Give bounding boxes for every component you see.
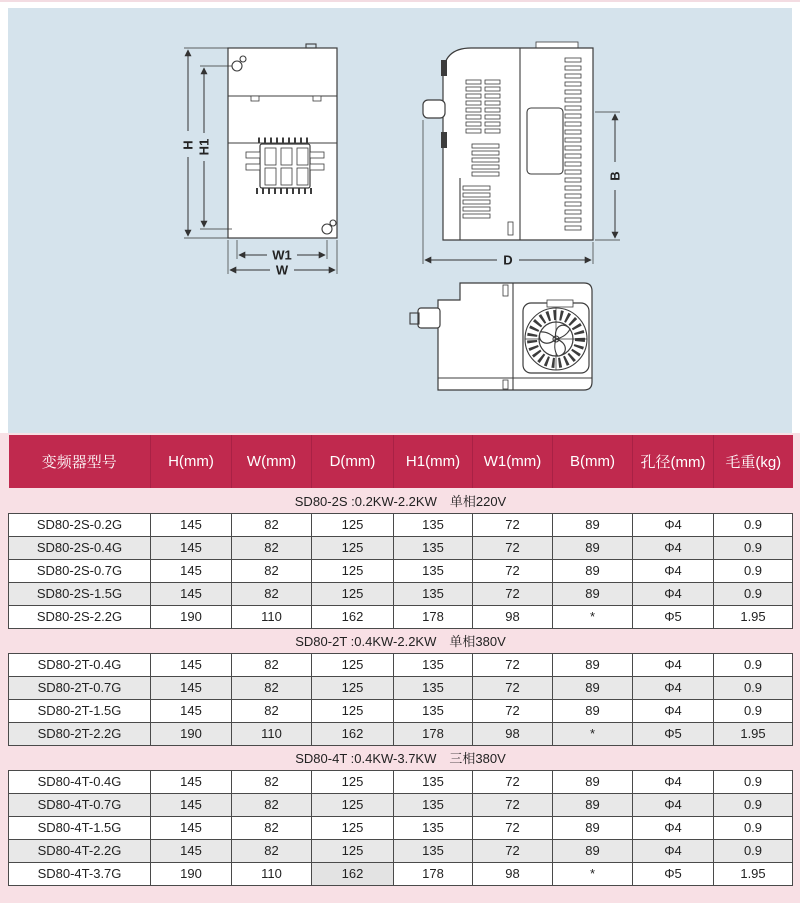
table-cell: Φ4: [633, 582, 714, 605]
table-row: [9, 559, 793, 582]
column-header: H(mm): [151, 435, 232, 488]
table-cell: 0.9: [714, 513, 793, 536]
table-cell: 125: [312, 793, 394, 816]
model-cell: SD80-2S-0.7G: [9, 559, 151, 582]
table-cell: 82: [232, 582, 312, 605]
table-cell: Φ5: [633, 722, 714, 745]
table-cell: 145: [151, 793, 232, 816]
table-cell: Φ4: [633, 559, 714, 582]
page-top-accent: [0, 0, 800, 2]
table-cell: 145: [151, 699, 232, 722]
table-cell: 0.9: [714, 839, 793, 862]
table-cell: 82: [232, 536, 312, 559]
table-cell: 89: [553, 699, 633, 722]
table-cell: 72: [473, 559, 553, 582]
table-cell: Φ5: [633, 605, 714, 628]
table-cell: 125: [312, 816, 394, 839]
table-cell: 145: [151, 582, 232, 605]
section-title: SD80-2S :0.2KW-2.2KW 单相220V: [9, 488, 793, 513]
model-cell: SD80-2S-1.5G: [9, 582, 151, 605]
model-cell: SD80-4T-0.7G: [9, 793, 151, 816]
table-cell: 135: [394, 793, 473, 816]
table-cell: 178: [394, 722, 473, 745]
table-cell: 0.9: [714, 793, 793, 816]
table-cell: 82: [232, 676, 312, 699]
table-cell: Φ4: [633, 653, 714, 676]
table-cell: 135: [394, 653, 473, 676]
table-cell: 0.9: [714, 536, 793, 559]
table-cell: 98: [473, 862, 553, 885]
table-cell: 190: [151, 862, 232, 885]
table-cell: Φ4: [633, 839, 714, 862]
table-cell: 72: [473, 816, 553, 839]
table-cell: 135: [394, 676, 473, 699]
model-cell: SD80-4T-2.2G: [9, 839, 151, 862]
section-band-row: [9, 745, 793, 770]
model-cell: SD80-2S-0.4G: [9, 536, 151, 559]
table-cell: 145: [151, 676, 232, 699]
table-cell: 82: [232, 513, 312, 536]
table-row: [9, 536, 793, 559]
table-cell: 145: [151, 559, 232, 582]
table-cell: 145: [151, 653, 232, 676]
table-cell: Φ5: [633, 862, 714, 885]
table-cell: 125: [312, 699, 394, 722]
table-cell: 72: [473, 699, 553, 722]
table-cell: Φ4: [633, 816, 714, 839]
table-cell: 178: [394, 605, 473, 628]
table-cell: 72: [473, 513, 553, 536]
table-cell: 72: [473, 653, 553, 676]
table-cell: Φ4: [633, 699, 714, 722]
table-header-row: [9, 435, 793, 488]
column-header: B(mm): [553, 435, 633, 488]
table-cell: 125: [312, 536, 394, 559]
dimension-drawings: [8, 8, 792, 433]
table-cell: 89: [553, 536, 633, 559]
table-cell: 145: [151, 513, 232, 536]
table-cell: *: [553, 862, 633, 885]
table-cell: 135: [394, 816, 473, 839]
table-cell: 82: [232, 839, 312, 862]
model-cell: SD80-2T-2.2G: [9, 722, 151, 745]
section-band-row: [9, 628, 793, 653]
table-cell: 0.9: [714, 816, 793, 839]
table-cell: 178: [394, 862, 473, 885]
model-cell: SD80-2T-1.5G: [9, 699, 151, 722]
table-cell: 135: [394, 536, 473, 559]
table-row: [9, 513, 793, 536]
table-cell: 0.9: [714, 699, 793, 722]
table-cell: 0.9: [714, 653, 793, 676]
table-cell: 162: [312, 605, 394, 628]
table-cell: 72: [473, 839, 553, 862]
table-cell: 135: [394, 582, 473, 605]
table-row: [9, 862, 793, 885]
table-cell: 145: [151, 770, 232, 793]
table-cell: 89: [553, 676, 633, 699]
table-row: [9, 676, 793, 699]
table-cell: Φ4: [633, 513, 714, 536]
technical-drawings-panel: [8, 8, 792, 433]
table-cell: 135: [394, 559, 473, 582]
table-cell: 125: [312, 513, 394, 536]
spec-table: [8, 435, 793, 886]
mounting-hook: [423, 100, 445, 118]
table-cell: 110: [232, 862, 312, 885]
table-row: [9, 816, 793, 839]
table-cell: 125: [312, 653, 394, 676]
bottom-view-drawing: [410, 283, 592, 390]
table-cell: 190: [151, 722, 232, 745]
table-cell: 72: [473, 770, 553, 793]
table-cell: *: [553, 722, 633, 745]
table-cell: Φ4: [633, 676, 714, 699]
table-cell: 135: [394, 770, 473, 793]
model-cell: SD80-4T-1.5G: [9, 816, 151, 839]
table-cell: 190: [151, 605, 232, 628]
table-row: [9, 605, 793, 628]
table-cell: 72: [473, 793, 553, 816]
model-cell: SD80-2T-0.7G: [9, 676, 151, 699]
column-header: H1(mm): [394, 435, 473, 488]
section-band-row: [9, 488, 793, 513]
table-cell: Φ4: [633, 536, 714, 559]
table-cell: 110: [232, 722, 312, 745]
table-cell: Φ4: [633, 793, 714, 816]
dim-label-d: D: [503, 252, 513, 268]
table-cell: 125: [312, 676, 394, 699]
table-cell: 162: [312, 722, 394, 745]
table-cell: 89: [553, 839, 633, 862]
table-cell: 89: [553, 582, 633, 605]
table-cell: 89: [553, 653, 633, 676]
table-cell: 89: [553, 513, 633, 536]
table-cell: 125: [312, 839, 394, 862]
side-view-drawing: [423, 42, 623, 268]
table-cell: 1.95: [714, 605, 793, 628]
table-cell: 145: [151, 816, 232, 839]
dim-label-w1: W1: [272, 247, 292, 263]
table-cell: 0.9: [714, 582, 793, 605]
table-cell: 89: [553, 816, 633, 839]
table-row: [9, 699, 793, 722]
table-cell: 125: [312, 770, 394, 793]
table-cell: 82: [232, 816, 312, 839]
table-cell: 135: [394, 839, 473, 862]
model-cell: SD80-4T-0.4G: [9, 770, 151, 793]
table-cell: 82: [232, 793, 312, 816]
section-title: SD80-4T :0.4KW-3.7KW 三相380V: [9, 745, 793, 770]
table-row: [9, 653, 793, 676]
table-cell: 1.95: [714, 862, 793, 885]
table-row: [9, 582, 793, 605]
table-cell: 0.9: [714, 676, 793, 699]
table-cell: 72: [473, 582, 553, 605]
table-cell: 162: [312, 862, 394, 885]
table-cell: 110: [232, 605, 312, 628]
table-cell: 135: [394, 513, 473, 536]
table-cell: 125: [312, 559, 394, 582]
front-view-drawing: [181, 44, 338, 278]
table-cell: 125: [312, 582, 394, 605]
table-cell: 72: [473, 676, 553, 699]
table-cell: 98: [473, 722, 553, 745]
table-cell: 82: [232, 770, 312, 793]
table-cell: 1.95: [714, 722, 793, 745]
dim-label-h: H: [180, 140, 196, 150]
model-cell: SD80-4T-3.7G: [9, 862, 151, 885]
table-cell: Φ4: [633, 770, 714, 793]
table-cell: 0.9: [714, 559, 793, 582]
table-row: [9, 793, 793, 816]
column-header: D(mm): [312, 435, 394, 488]
table-cell: 135: [394, 699, 473, 722]
spec-table-section: [0, 433, 800, 903]
column-header: W(mm): [232, 435, 312, 488]
dim-label-b: B: [607, 171, 623, 181]
table-cell: 98: [473, 605, 553, 628]
dim-label-h1: H1: [196, 138, 212, 156]
model-cell: SD80-2S-0.2G: [9, 513, 151, 536]
model-cell: SD80-2T-0.4G: [9, 653, 151, 676]
table-row: [9, 722, 793, 745]
model-cell: SD80-2S-2.2G: [9, 605, 151, 628]
column-header: 变频器型号: [9, 435, 151, 488]
table-cell: *: [553, 605, 633, 628]
table-cell: 89: [553, 559, 633, 582]
table-cell: 82: [232, 699, 312, 722]
table-cell: 89: [553, 770, 633, 793]
table-cell: 145: [151, 536, 232, 559]
table-cell: 145: [151, 839, 232, 862]
connector-tab: [418, 308, 440, 328]
table-cell: 82: [232, 653, 312, 676]
column-header: 毛重(kg): [714, 435, 793, 488]
table-cell: 72: [473, 536, 553, 559]
cooling-fan: [523, 300, 589, 373]
column-header: 孔径(mm): [633, 435, 714, 488]
table-cell: 89: [553, 793, 633, 816]
table-cell: 82: [232, 559, 312, 582]
table-row: [9, 839, 793, 862]
table-cell: 0.9: [714, 770, 793, 793]
dim-label-w: W: [275, 262, 289, 278]
column-header: W1(mm): [473, 435, 553, 488]
table-row: [9, 770, 793, 793]
section-title: SD80-2T :0.4KW-2.2KW 单相380V: [9, 628, 793, 653]
